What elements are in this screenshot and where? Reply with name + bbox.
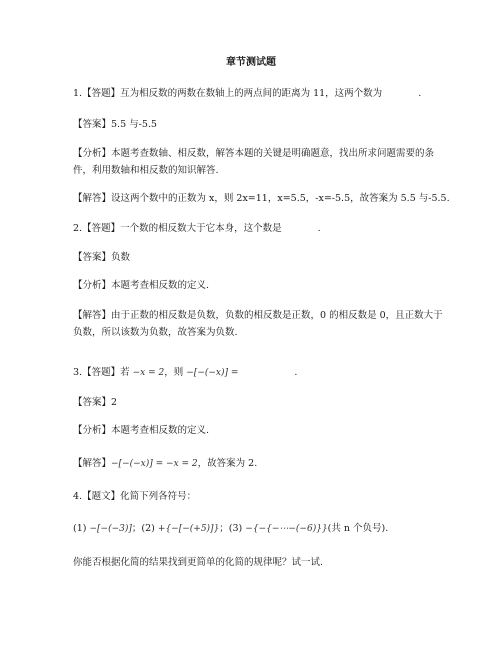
q3-math-expression: −[−(−x)] = xyxy=(186,368,239,378)
q4-item3-note: (共 n 个负号). xyxy=(327,523,389,534)
q1-answer: 【答案】5.5 与-5.5 xyxy=(73,119,157,130)
q1-analysis: 【分析】本题考查数轴、相反数，解答本题的关键是明确题意，找出所求问题需要的条件，利用数轴和相反数的知识解答. xyxy=(73,148,435,176)
q2-question-text: 2.【答题】一个数的相反数大于它本身，这个数是 xyxy=(73,223,282,234)
q4-items xyxy=(73,523,388,535)
q4-item3-label: ；(3) xyxy=(219,523,243,534)
q3-solution-suffix: ，故答案为 2. xyxy=(197,458,258,469)
page-title: 章节测试题 xyxy=(226,57,276,68)
q2-solution: 【解答】由于正数的相反数是负数，负数的相反数是正数，0 的相反数是 0，且正数大于负数，所以该数为负数，故答案为负数. xyxy=(73,310,443,338)
q3-question-prefix: 3.【答题】若 xyxy=(73,367,130,378)
q4-item1-math: −[−(−3)] xyxy=(89,524,132,534)
q3-solution-prefix: 【解答】 xyxy=(73,458,112,469)
q3-question: 3.【答题】若 −x = 2，则 −[−(−x)] = . xyxy=(73,367,298,378)
q4-item2-math: +{−[−(+5)]} xyxy=(157,524,220,534)
q4-item1-label: (1) xyxy=(73,523,87,534)
q2-question: 2.【答题】一个数的相反数大于它本身，这个数是 . xyxy=(73,223,321,234)
q3-answer: 【答案】2 xyxy=(73,397,118,408)
q4-followup: 你能否根据化简的结果找到更简单的化简的规律呢？试一试. xyxy=(73,557,324,568)
q3-math-condition: −x = 2 xyxy=(132,368,165,378)
q1-question-text: 1.【答题】互为相反数的两数在数轴上的两点间的距离为 11，这两个数为 xyxy=(73,88,383,99)
q3-question-mid: ，则 xyxy=(164,367,184,378)
q2-answer: 【答案】负数 xyxy=(73,252,131,263)
q1-solution: 【解答】设这两个数中的正数为 x，则 2x=11，x=5.5，-x=-5.5，故答案为 5.5 与-5.5. xyxy=(73,193,450,204)
q3-analysis: 【分析】本题考查相反数的定义. xyxy=(73,425,210,436)
q4-question: 4.【题文】化简下列各符号： xyxy=(73,491,197,502)
q2-analysis: 【分析】本题考查相反数的定义. xyxy=(73,280,210,291)
q1-question: 1.【答题】互为相反数的两数在数轴上的两点间的距离为 11，这两个数为 . xyxy=(73,88,422,99)
q4-item3-math: −{−{−⋯−(−6)}} xyxy=(245,524,328,534)
q3-solution-math: −[−(−x)] = −x = 2 xyxy=(111,459,198,469)
q4-item2-label: ；(2) xyxy=(131,523,155,534)
q3-solution xyxy=(73,458,257,470)
